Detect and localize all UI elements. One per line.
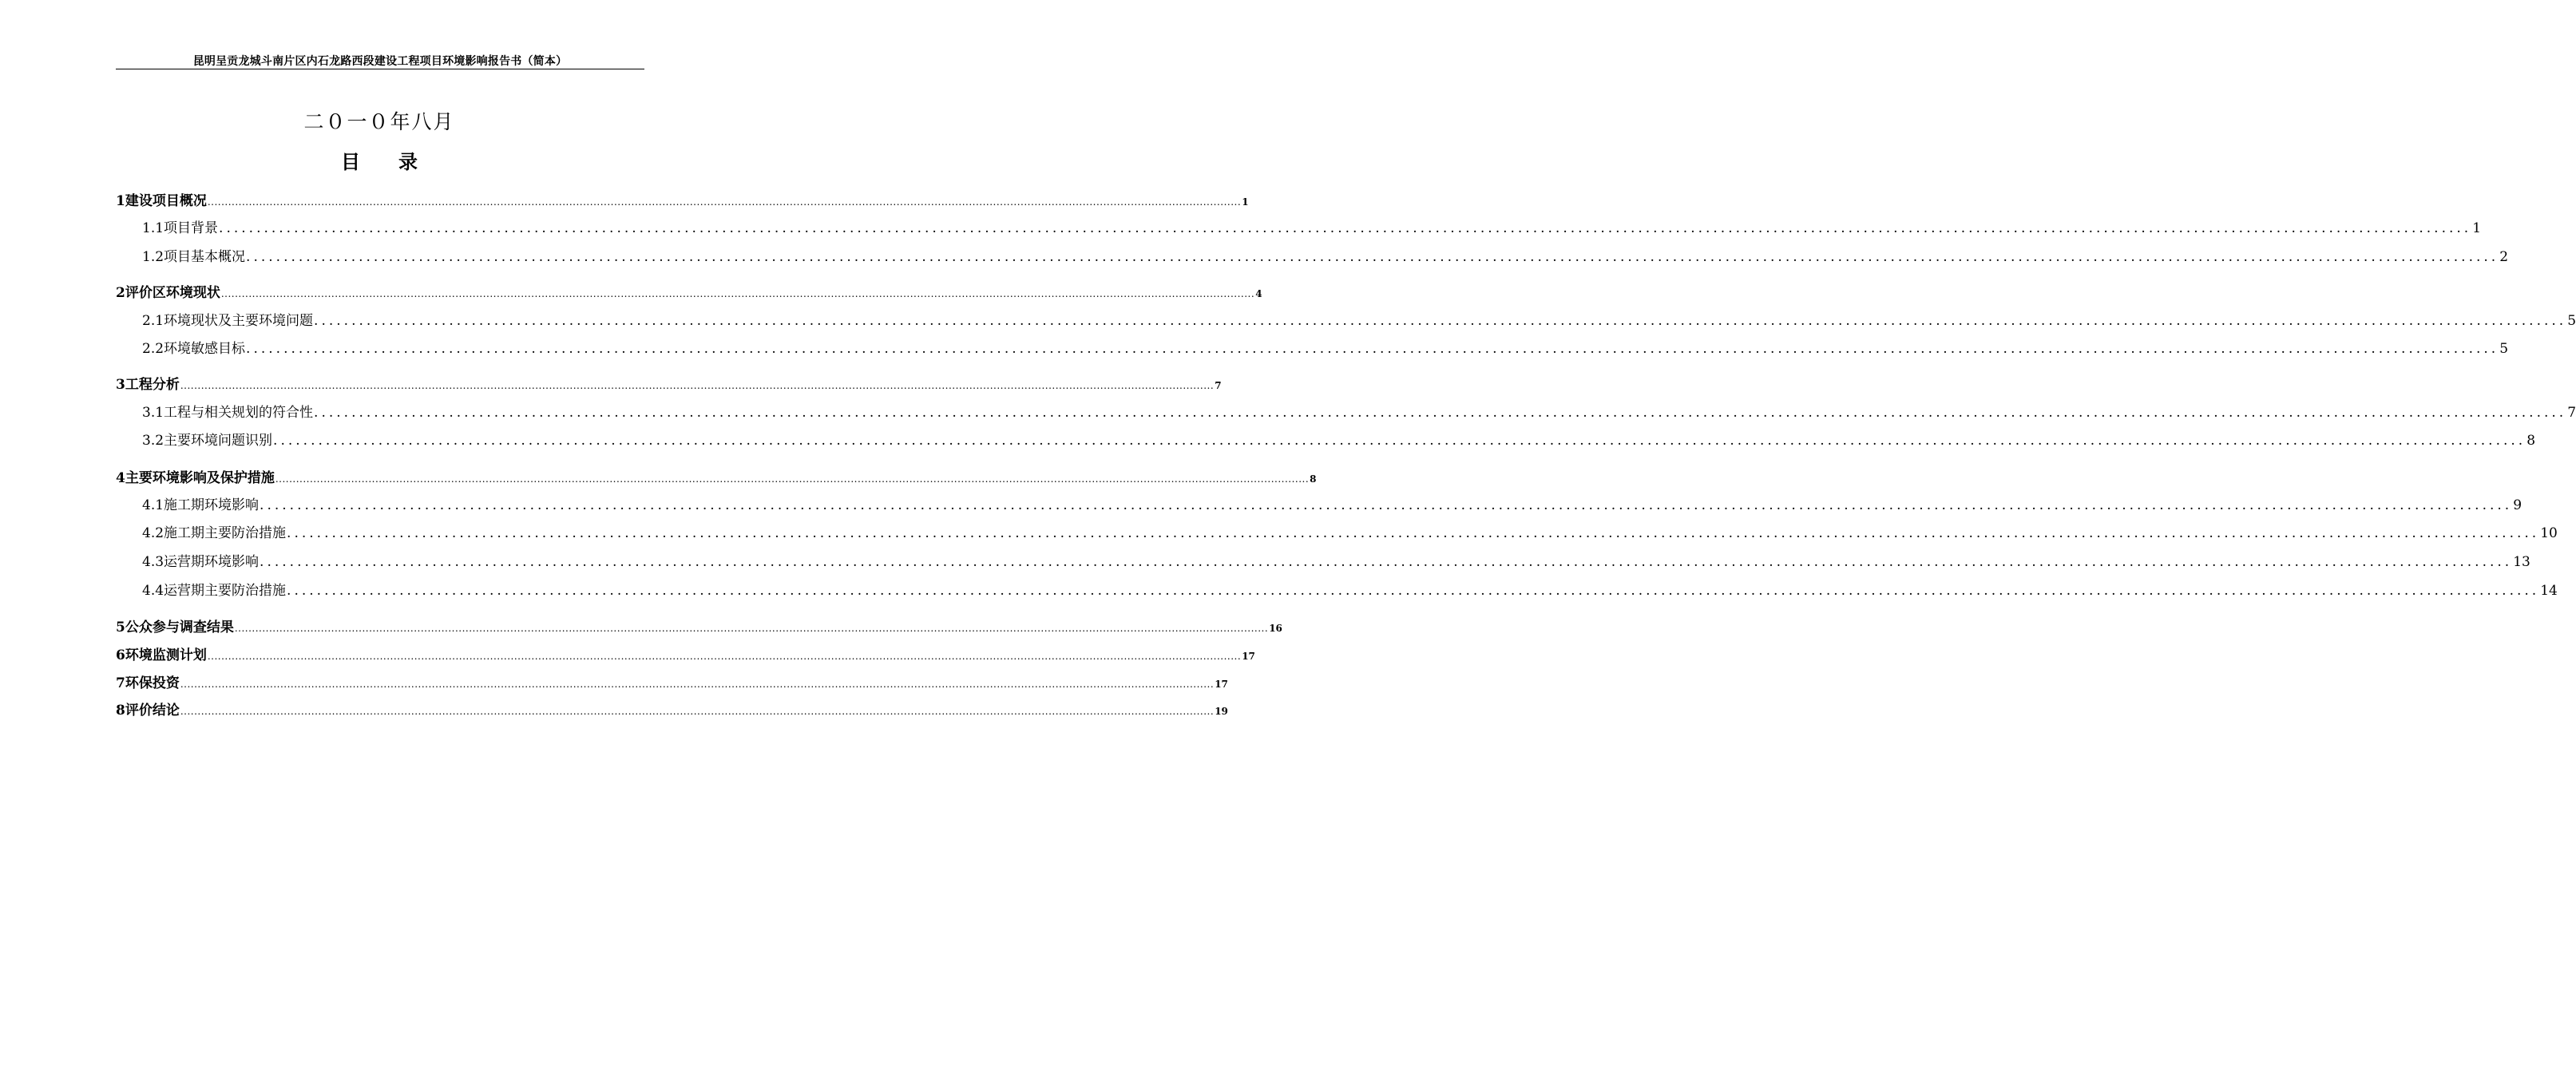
toc-entry-label: 8评价结论: [116, 703, 180, 719]
toc-entry: [116, 281, 1262, 301]
toc-entry: [116, 671, 1228, 691]
toc-entry-page: 13: [2513, 554, 2530, 570]
toc-entry-page: 4: [1255, 288, 1262, 299]
toc-entry-label: 2.2环境敏感目标: [142, 341, 246, 357]
toc-entry-label: 3.1工程与相关规划的符合性: [142, 405, 314, 421]
toc-entry: [116, 643, 1255, 663]
toc-dot-leader: ............................................................................................................................................................................................................................................................................................................: [287, 525, 2540, 541]
toc-entry-label: 1.2项目基本概况: [142, 249, 246, 265]
toc-entry-label: 1建设项目概况: [116, 193, 207, 209]
toc-entry-label: 2.1环境现状及主要环境问题: [142, 313, 314, 329]
toc-entry-page: 17: [1242, 651, 1255, 662]
toc-entry-page: 19: [1215, 706, 1228, 717]
report-date: 二０一０年八月: [303, 110, 455, 133]
running-header: 昆明呈贡龙城斗南片区内石龙路西段建设工程项目环境影响报告书（简本）: [192, 55, 568, 68]
toc-entry-page: 1: [1242, 196, 1249, 208]
toc-dot-leader: ............................................................................................................................................................................................................................................................................................................: [180, 706, 1215, 717]
toc-entry: [142, 493, 2522, 513]
toc-entry-page: 16: [1269, 623, 1282, 634]
toc-dot-leader: ............................................................................................................................................................................................................................................................................................................: [180, 679, 1215, 690]
toc-entry: [142, 579, 2558, 599]
toc-dot-leader: ............................................................................................................................................................................................................................................................................................................: [207, 651, 1242, 662]
toc-entry: [142, 521, 2558, 541]
toc-entry-label: 4.1施工期环境影响: [142, 497, 260, 513]
toc-entry: [142, 429, 2536, 449]
toc-entry-label: 2评价区环境现状: [116, 285, 220, 301]
toc-dot-leader: ............................................................................................................................................................................................................................................................................................................: [207, 196, 1242, 208]
toc-entry-page: 10: [2540, 525, 2558, 541]
toc-entry-page: 1: [2472, 220, 2482, 236]
toc-entry-page: 9: [2513, 497, 2522, 513]
toc-entry-label: 1.1项目背景: [142, 220, 219, 236]
toc-entry-label: 3工程分析: [116, 377, 180, 393]
toc-entry: [116, 373, 1222, 393]
toc-dot-leader: ............................................................................................................................................................................................................................................................................................................: [180, 380, 1215, 391]
toc-dot-leader: ............................................................................................................................................................................................................................................................................................................: [314, 313, 2567, 329]
toc-dot-leader: ............................................................................................................................................................................................................................................................................................................: [234, 623, 1269, 634]
toc-entry: [142, 245, 2509, 265]
toc-entry-page: 7: [2567, 405, 2576, 421]
toc-entry-page: 2: [2499, 249, 2509, 265]
toc-entry: [116, 616, 1282, 635]
toc-entry: [142, 401, 2576, 421]
toc-entry-page: 8: [2526, 433, 2536, 449]
toc-dot-leader: ............................................................................................................................................................................................................................................................................................................: [219, 220, 2472, 236]
toc-entry: [142, 550, 2530, 570]
toc-entry: [142, 337, 2509, 357]
toc-entry: [142, 309, 2576, 329]
toc-dot-leader: ............................................................................................................................................................................................................................................................................................................: [246, 341, 2499, 357]
toc-entry-page: 7: [1215, 380, 1222, 391]
toc-entry: [116, 466, 1317, 486]
toc-dot-leader: ............................................................................................................................................................................................................................................................................................................: [220, 288, 1255, 299]
toc-entry-label: 6环境监测计划: [116, 647, 207, 663]
toc-entry-page: 5: [2499, 341, 2509, 357]
toc-entry-page: 14: [2540, 583, 2558, 599]
toc-title: 目 录: [341, 150, 418, 173]
toc-entry-label: 5公众参与调查结果: [116, 620, 234, 635]
toc-dot-leader: ............................................................................................................................................................................................................................................................................................................: [314, 405, 2567, 421]
toc-dot-leader: ............................................................................................................................................................................................................................................................................................................: [275, 473, 1310, 485]
toc-dot-leader: ............................................................................................................................................................................................................................................................................................................: [260, 497, 2513, 513]
toc-entry-label: 4.4运营期主要防治措施: [142, 583, 287, 599]
toc-entry: [116, 189, 1249, 209]
toc-entry: [142, 216, 2482, 236]
toc-dot-leader: ............................................................................................................................................................................................................................................................................................................: [260, 554, 2513, 570]
toc-entry-page: 17: [1215, 679, 1228, 690]
toc-entry-label: 7环保投资: [116, 675, 180, 691]
toc-entry-label: 3.2主要环境问题识别: [142, 433, 273, 449]
toc-entry-label: 4主要环境影响及保护措施: [116, 470, 275, 486]
toc-dot-leader: ............................................................................................................................................................................................................................................................................................................: [246, 249, 2499, 265]
toc-dot-leader: ............................................................................................................................................................................................................................................................................................................: [287, 583, 2540, 599]
toc-entry-label: 4.2施工期主要防治措施: [142, 525, 287, 541]
toc-dot-leader: ............................................................................................................................................................................................................................................................................................................: [273, 433, 2526, 449]
toc-entry-page: 8: [1310, 473, 1317, 485]
toc-entry: [116, 699, 1228, 719]
toc-entry-page: 5: [2567, 313, 2576, 329]
toc-entry-label: 4.3运营期环境影响: [142, 554, 260, 570]
